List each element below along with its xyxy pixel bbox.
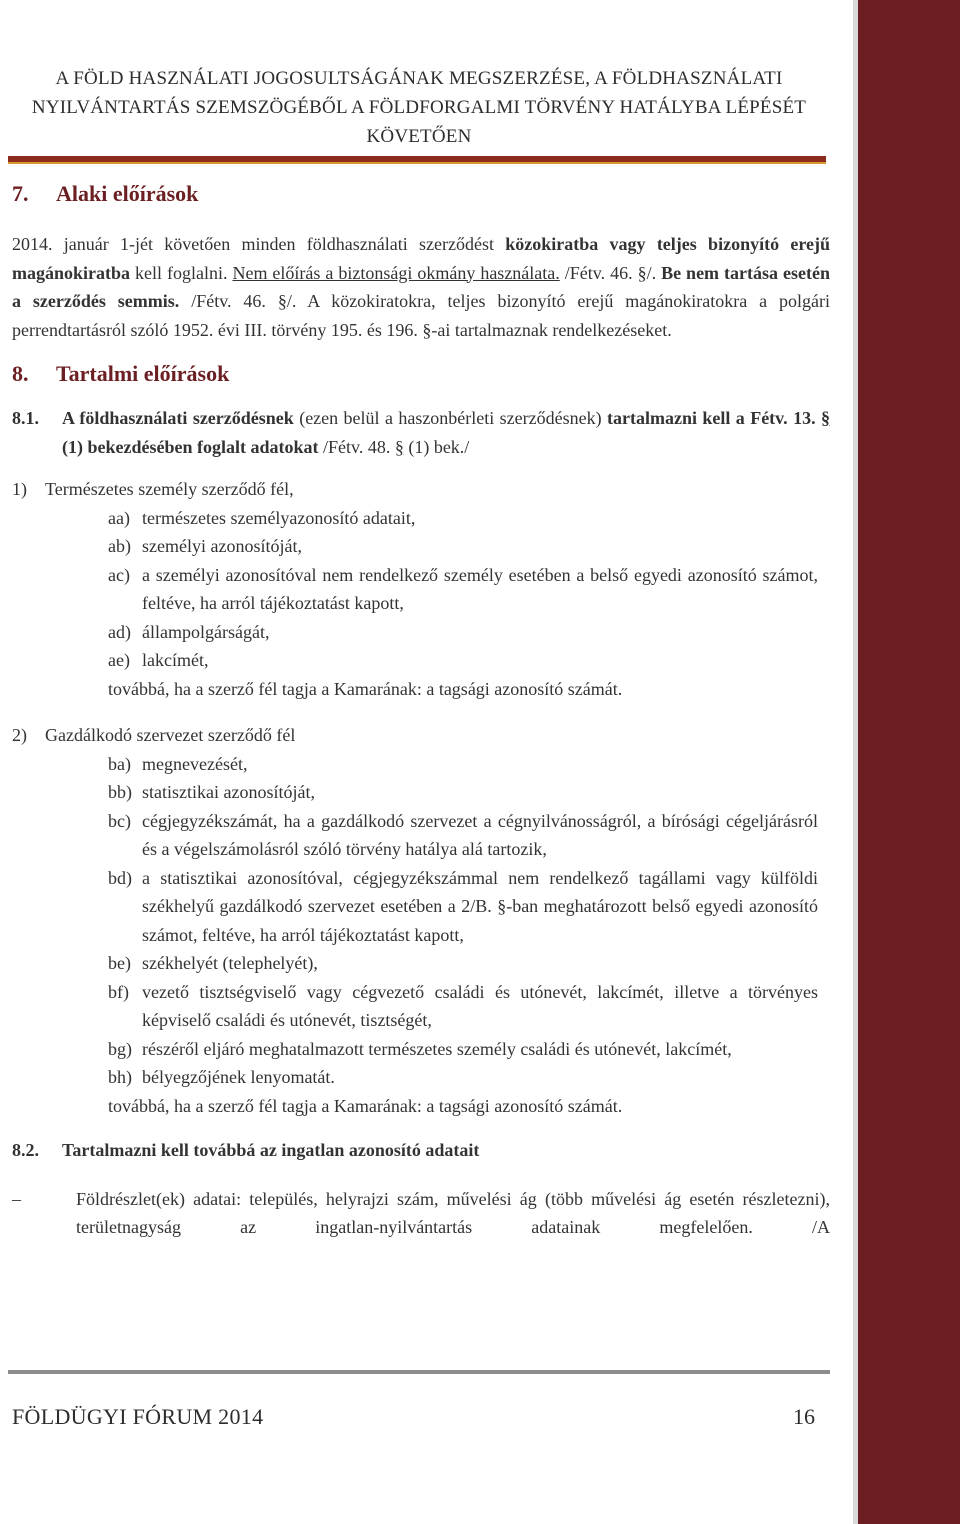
item-key: bh) bbox=[108, 1067, 132, 1087]
item-text: megnevezését, bbox=[142, 753, 248, 774]
section-7-paragraph bbox=[12, 230, 830, 344]
text: /Fétv. 48. bbox=[318, 436, 395, 457]
header-line-1: A FÖLD HASZNÁLATI JOGOSULTSÁGÁNAK MEGSZERZÉSE, A FÖLDHASZNÁLATI bbox=[55, 68, 783, 89]
dash-bullet: – bbox=[12, 1188, 21, 1209]
subsection-8-2 bbox=[12, 1136, 830, 1165]
item-text: bélyegzőjének lenyomatát. bbox=[142, 1067, 335, 1087]
text: -ai tartalmaznak rendelkezéseket. bbox=[431, 319, 672, 340]
item-text: állampolgárságát, bbox=[142, 621, 270, 642]
list-1-heading bbox=[12, 475, 830, 504]
subsection-title: Tartalmazni kell továbbá az ingatlan azonosító adatait bbox=[62, 1140, 480, 1160]
text: (ezen belül a haszonbérleti szerződésnek) bbox=[293, 408, 608, 428]
text: /Fétv. 46. bbox=[179, 291, 278, 311]
bold-text: (1) bekezdésében foglalt adatokat bbox=[62, 436, 319, 457]
subsection-number: 8.2. bbox=[12, 1140, 39, 1160]
list-item bbox=[108, 646, 818, 675]
page-number: 16 bbox=[793, 1404, 815, 1429]
section-sign: § bbox=[422, 319, 432, 340]
text: /Fétv. 46. bbox=[559, 262, 638, 283]
section-sign: § bbox=[394, 436, 404, 457]
page-content bbox=[12, 180, 830, 1242]
item-key: aa) bbox=[108, 507, 130, 528]
list-item bbox=[108, 750, 818, 779]
list-2-tail: továbbá, ha a szerző fél tagja a Kamarának: a tagsági azonosító számát. bbox=[108, 1095, 623, 1116]
list-item bbox=[108, 561, 818, 618]
item-text: vezető tisztségviselő vagy cégvezető családi és utónevét, lakcímét, illetve a törvényes képviselő családi és utónevét, tisztségét, bbox=[142, 981, 818, 1030]
item-text: székhelyét (telephelyét), bbox=[142, 953, 318, 973]
list-2-heading bbox=[12, 721, 830, 750]
item-text: statisztikai azonosítóját, bbox=[142, 782, 315, 802]
section-8-heading bbox=[12, 360, 830, 388]
text: (1) bek./ bbox=[403, 436, 470, 457]
item-text: személyi azonosítóját, bbox=[142, 536, 302, 556]
list-2-items bbox=[108, 750, 818, 1092]
item-key: bf) bbox=[108, 981, 129, 1002]
header-line-2: NYILVÁNTARTÁS SZEMSZÖGÉBŐL A FÖLDFORGALMI TÖRVÉNY HATÁLYBA LÉPÉSÉT bbox=[31, 97, 807, 118]
section-number: 7. bbox=[12, 181, 29, 206]
text: kell foglalni. bbox=[130, 262, 233, 283]
list-item bbox=[108, 978, 818, 1035]
item-key: ba) bbox=[108, 753, 131, 774]
list-1-tail: továbbá, ha a szerző fél tagja a Kamarának: a tagsági azonosító számát. bbox=[108, 678, 623, 699]
list-item bbox=[108, 1063, 818, 1092]
text: 2014. január 1-jét követően minden földhasználati szerződést bbox=[12, 234, 506, 254]
item-key: bd) bbox=[108, 867, 132, 888]
subsection-number: 8.1. bbox=[12, 408, 39, 428]
decorative-sidebar bbox=[858, 0, 960, 1524]
bullet-text: Földrészlet(ek) adatai: település, helyrajzi szám, művelési ág (több művelési ág esetén részletezni), területnagyság az ingatlan-nyilvántartás adatainak megfelelően. /A bbox=[76, 1188, 830, 1237]
item-key: ab) bbox=[108, 536, 131, 556]
item-text: természetes személyazonosító adatait, bbox=[142, 507, 416, 528]
subsection-8-1 bbox=[12, 404, 830, 461]
item-key: ae) bbox=[108, 650, 130, 670]
list-title: Gazdálkodó szervezet szerződő fél bbox=[45, 725, 296, 745]
subsection-text bbox=[62, 404, 830, 461]
text: /. A közokiratokra, teljes bizonyító erejű magánokiratokra a polgári perrendtartásról szóló 1952. évi III. törvény 195. és 196. bbox=[12, 291, 830, 340]
item-key: bc) bbox=[108, 810, 131, 831]
list-item bbox=[108, 864, 818, 950]
bold-text: tartalmazni kell a Fétv. 13. bbox=[607, 408, 821, 428]
list-number: 1) bbox=[12, 479, 27, 499]
item-key: ac) bbox=[108, 564, 130, 585]
section-sign: § bbox=[637, 262, 647, 283]
text: /. bbox=[646, 262, 662, 283]
item-key: bb) bbox=[108, 782, 132, 802]
header-line-3: KÖVETŐEN bbox=[366, 126, 472, 147]
header-rule bbox=[8, 156, 826, 164]
item-text: részéről eljáró meghatalmazott természetes személy családi és utónevét, lakcímét, bbox=[142, 1038, 732, 1059]
item-text: a statisztikai azonosítóval, cégjegyzékszámmal nem rendelkező tagállami vagy külföldi székhelyű gazdálkodó szervezet esetében a 2/B. §-ban meghatározott belső egyedi azonosító számot, feltéve, ha arról tájékoztatást kapott, bbox=[142, 867, 818, 945]
item-text: a személyi azonosítóval nem rendelkező személy esetében a belső egyedi azonosító számot, feltéve, ha arról tájékoztatást kapott, bbox=[142, 564, 818, 613]
list-item bbox=[108, 532, 818, 561]
list-item bbox=[108, 618, 818, 647]
section-title: Tartalmi előírások bbox=[56, 361, 230, 386]
list-title: Természetes személy szerződő fél, bbox=[45, 479, 294, 499]
running-header bbox=[0, 64, 838, 151]
item-key: bg) bbox=[108, 1038, 132, 1059]
item-text: lakcímét, bbox=[142, 650, 209, 670]
list-item bbox=[108, 807, 818, 864]
section-sign: § bbox=[820, 408, 830, 428]
footer-title: FÖLDÜGYI FÓRUM 2014 bbox=[12, 1404, 264, 1429]
list-item bbox=[108, 504, 818, 533]
list-item bbox=[108, 949, 818, 978]
list-item bbox=[108, 1035, 818, 1064]
bold-text: Be nem tartása esetén a szerződés semmis. bbox=[12, 262, 830, 311]
section-number: 8. bbox=[12, 361, 29, 386]
list-number: 2) bbox=[12, 725, 27, 745]
bold-text: A földhasználati szerződésnek bbox=[62, 408, 294, 428]
list-1-items bbox=[108, 504, 818, 675]
section-sign: § bbox=[277, 291, 287, 311]
item-key: ad) bbox=[108, 621, 131, 642]
item-text: cégjegyzékszámát, ha a gazdálkodó szervezet a cégnyilvánosságról, a bírósági cégeljárásról és a végelszámolásról szóló törvény hatálya alá tartozik, bbox=[142, 810, 818, 859]
item-key: be) bbox=[108, 953, 131, 973]
underlined-text: Nem előírás a biztonsági okmány használata. bbox=[232, 262, 560, 283]
section-7-heading bbox=[12, 180, 830, 208]
bold-text: közokiratba vagy teljes bizonyító erejű magánokiratba bbox=[12, 234, 830, 283]
section-title: Alaki előírások bbox=[56, 181, 199, 206]
bullet-item bbox=[12, 1185, 830, 1242]
list-item bbox=[108, 778, 818, 807]
footer-rule bbox=[8, 1370, 830, 1374]
